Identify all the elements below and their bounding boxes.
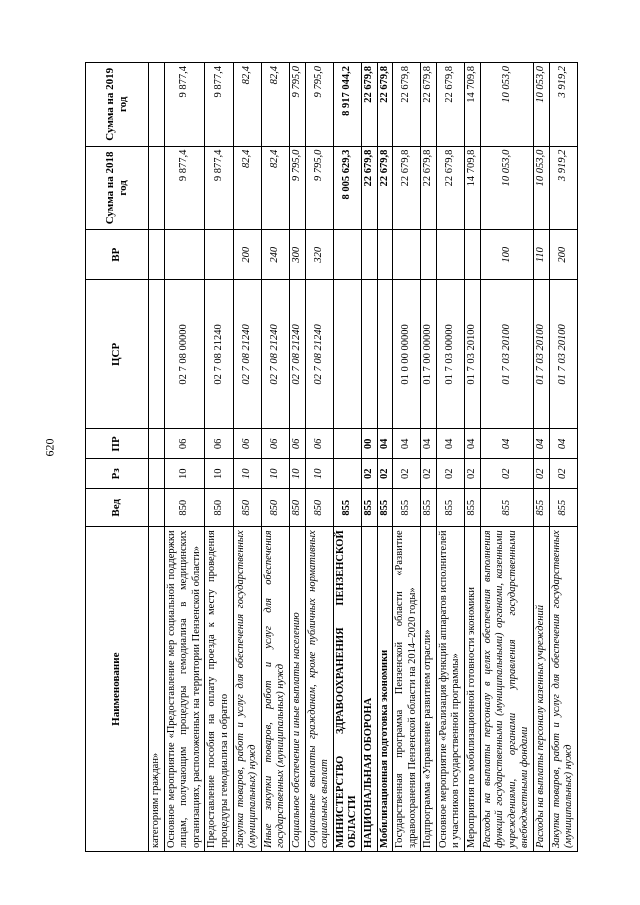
row-sum-2018-cell: 14 709,8 [465,146,481,230]
row-csr-cell: 01 7 03 00000 [436,280,464,429]
header-rz: Рз [86,459,149,489]
row-sum-2018-cell: 22 679,8 [436,146,464,230]
table-row [149,63,165,852]
header-vr: ВР [86,230,149,280]
row-name-cell: Социальные выплаты гражданам, кроме публичных нормативных социальных выплат [305,527,333,852]
row-pr-cell: 06 [164,429,205,459]
row-ved-cell: 855 [549,489,577,527]
row-sum-2019-cell: 14 709,8 [465,63,481,147]
row-csr-cell: 01 7 03 20100 [549,280,577,429]
table-row [465,63,481,852]
row-pr-cell: 06 [289,429,305,459]
row-vr-cell: 200 [549,230,577,280]
row-vr-cell [361,230,377,280]
row-vr-cell: 100 [480,230,533,280]
row-vr-cell: 300 [289,230,305,280]
table-row [421,63,437,852]
row-pr-cell: 04 [436,429,464,459]
row-sum-2019-cell: 82,4 [233,63,261,147]
row-sum-2018-cell: 3 919,2 [549,146,577,230]
row-pr-cell: 06 [305,429,333,459]
row-name-cell: Основное мероприятие «Реализация функций аппаратов исполнителей и участников государственной программы» [436,527,464,852]
row-sum-2019-cell: 22 679,8 [421,63,437,147]
row-rz-cell: 02 [421,459,437,489]
row-ved-cell: 850 [233,489,261,527]
row-ved-cell: 855 [333,489,361,527]
row-sum-2018-cell [149,146,165,230]
row-vr-cell: 200 [233,230,261,280]
row-name-cell: Основное мероприятие «Предоставление мер социальной поддержки лицам, получающим процедуры гемодиализа в медицинских организациях, расположенных на территории Пензенской области» [164,527,205,852]
row-csr-cell: 02 7 08 21240 [289,280,305,429]
row-sum-2019-cell: 22 679,8 [361,63,377,147]
table-row [333,63,361,852]
row-pr-cell: 00 [361,429,377,459]
header-name: Наименование [86,527,149,852]
row-name-cell: МИНИСТЕРСТВО ЗДРАВООХРАНЕНИЯ ПЕНЗЕНСКОЙ ОБЛАСТИ [333,527,361,852]
row-ved-cell [149,489,165,527]
row-sum-2018-cell: 82,4 [261,146,289,230]
row-name-cell: Предоставление пособия на оплату проезда к месту проведения процедуры гемодиализа и обратно [205,527,233,852]
row-rz-cell: 02 [549,459,577,489]
table-row [164,63,205,852]
row-pr-cell: 04 [465,429,481,459]
row-sum-2018-cell: 22 679,8 [377,146,393,230]
row-rz-cell: 10 [261,459,289,489]
header-sum-2019: Сумма на 2019 год [86,63,149,147]
row-ved-cell: 850 [305,489,333,527]
row-ved-cell: 850 [205,489,233,527]
row-pr-cell [149,429,165,459]
row-vr-cell [333,230,361,280]
row-sum-2019-cell [149,63,165,147]
table-row [361,63,377,852]
table-row [233,63,261,852]
row-sum-2019-cell: 22 679,8 [377,63,393,147]
row-sum-2019-cell: 82,4 [261,63,289,147]
row-rz-cell: 02 [534,459,550,489]
row-ved-cell: 855 [393,489,421,527]
row-sum-2018-cell: 10 053,0 [480,146,533,230]
row-sum-2018-cell: 22 679,8 [393,146,421,230]
row-ved-cell: 855 [465,489,481,527]
row-name-cell: Расходы на выплаты персоналу в целях обеспечения выполнения функций государственными (муниципальными) органами, казенными учреждениями, органами управления государственными внебюджетными фондами [480,527,533,852]
row-sum-2018-cell: 8 005 629,3 [333,146,361,230]
row-rz-cell: 02 [393,459,421,489]
row-rz-cell: 02 [480,459,533,489]
row-csr-cell: 01 7 00 00000 [421,280,437,429]
row-rz-cell: 10 [205,459,233,489]
row-sum-2018-cell: 9 795,0 [305,146,333,230]
row-rz-cell: 10 [305,459,333,489]
row-pr-cell [333,429,361,459]
row-rz-cell: 02 [465,459,481,489]
row-pr-cell: 04 [393,429,421,459]
row-name-cell: НАЦИОНАЛЬНАЯ ОБОРОНА [361,527,377,852]
row-pr-cell: 06 [261,429,289,459]
row-csr-cell: 01 0 00 00000 [393,280,421,429]
row-pr-cell: 06 [233,429,261,459]
row-sum-2019-cell: 10 053,0 [480,63,533,147]
table-row [305,63,333,852]
row-sum-2019-cell: 9 795,0 [289,63,305,147]
row-ved-cell: 850 [261,489,289,527]
row-csr-cell: 01 7 03 20100 [465,280,481,429]
header-sum-2018: Сумма на 2018 год [86,146,149,230]
row-rz-cell: 10 [233,459,261,489]
row-ved-cell: 855 [421,489,437,527]
row-sum-2018-cell: 82,4 [233,146,261,230]
row-csr-cell: 02 7 08 21240 [261,280,289,429]
row-sum-2018-cell: 9 877,4 [164,146,205,230]
rotated-table-wrapper [85,62,575,852]
row-pr-cell: 04 [421,429,437,459]
row-ved-cell: 855 [436,489,464,527]
table-row [205,63,233,852]
row-vr-cell [164,230,205,280]
row-rz-cell: 10 [164,459,205,489]
row-csr-cell: 01 7 03 20100 [480,280,533,429]
row-name-cell: Закупка товаров, работ и услуг для обеспечения государственных (муниципальных) нужд [549,527,577,852]
row-vr-cell [377,230,393,280]
table-row [261,63,289,852]
row-vr-cell: 240 [261,230,289,280]
row-pr-cell: 04 [377,429,393,459]
row-name-cell: категориям граждан» [149,527,165,852]
row-ved-cell: 855 [361,489,377,527]
row-vr-cell [421,230,437,280]
row-sum-2019-cell: 22 679,8 [393,63,421,147]
row-vr-cell [393,230,421,280]
row-sum-2018-cell: 10 053,0 [534,146,550,230]
table-row [436,63,464,852]
row-rz-cell: 10 [289,459,305,489]
row-vr-cell [436,230,464,280]
row-vr-cell: 110 [534,230,550,280]
table-row [549,63,577,852]
row-vr-cell [205,230,233,280]
row-name-cell: Мобилизационная подготовка экономики [377,527,393,852]
row-rz-cell [149,459,165,489]
row-sum-2018-cell: 9 877,4 [205,146,233,230]
row-sum-2018-cell: 22 679,8 [421,146,437,230]
row-pr-cell: 04 [534,429,550,459]
row-ved-cell: 855 [480,489,533,527]
row-sum-2019-cell: 22 679,8 [436,63,464,147]
row-sum-2018-cell: 9 795,0 [289,146,305,230]
row-name-cell: Мероприятия по мобилизационной готовности экономики [465,527,481,852]
row-pr-cell: 04 [549,429,577,459]
row-sum-2019-cell: 8 917 044,2 [333,63,361,147]
row-sum-2019-cell: 9 795,0 [305,63,333,147]
row-rz-cell: 02 [361,459,377,489]
table-header-row [86,63,149,852]
row-rz-cell [333,459,361,489]
row-vr-cell: 320 [305,230,333,280]
row-csr-cell [333,280,361,429]
row-name-cell: Иные закупки товаров, работ и услуг для обеспечения государственных (муниципальных) нужд [261,527,289,852]
row-sum-2019-cell: 3 919,2 [549,63,577,147]
header-csr: ЦСР [86,280,149,429]
row-name-cell: Социальное обеспечение и иные выплаты населению [289,527,305,852]
page-number: 620 [42,438,57,457]
row-name-cell: Закупка товаров, работ и услуг для обеспечения государственных (муниципальных) нужд [233,527,261,852]
row-name-cell: Расходы на выплаты персоналу казенных учреждений [534,527,550,852]
budget-table [85,62,578,852]
budget-table-sheet [85,62,575,852]
row-ved-cell: 855 [534,489,550,527]
table-row [289,63,305,852]
row-sum-2019-cell: 10 053,0 [534,63,550,147]
row-csr-cell [377,280,393,429]
row-csr-cell: 02 7 08 00000 [164,280,205,429]
row-name-cell: Подпрограмма «Управление развитием отрасли» [421,527,437,852]
row-sum-2019-cell: 9 877,4 [205,63,233,147]
row-rz-cell: 02 [377,459,393,489]
row-csr-cell: 02 7 08 21240 [305,280,333,429]
row-ved-cell: 855 [377,489,393,527]
row-pr-cell: 04 [480,429,533,459]
row-csr-cell: 02 7 08 21240 [205,280,233,429]
row-vr-cell [149,230,165,280]
table-row [393,63,421,852]
header-pr: ПР [86,429,149,459]
header-ved: Вед [86,489,149,527]
row-csr-cell [149,280,165,429]
row-sum-2019-cell: 9 877,4 [164,63,205,147]
row-csr-cell: 01 7 03 20100 [534,280,550,429]
row-ved-cell: 850 [289,489,305,527]
row-ved-cell: 850 [164,489,205,527]
table-row [377,63,393,852]
table-row [534,63,550,852]
table-row [480,63,533,852]
row-name-cell: Государственная программа Пензенской области «Развитие здравоохранения Пензенской области на 2014–2020 годы» [393,527,421,852]
row-csr-cell: 02 7 08 21240 [233,280,261,429]
row-sum-2018-cell: 22 679,8 [361,146,377,230]
row-csr-cell [361,280,377,429]
row-rz-cell: 02 [436,459,464,489]
row-pr-cell: 06 [205,429,233,459]
row-vr-cell [465,230,481,280]
